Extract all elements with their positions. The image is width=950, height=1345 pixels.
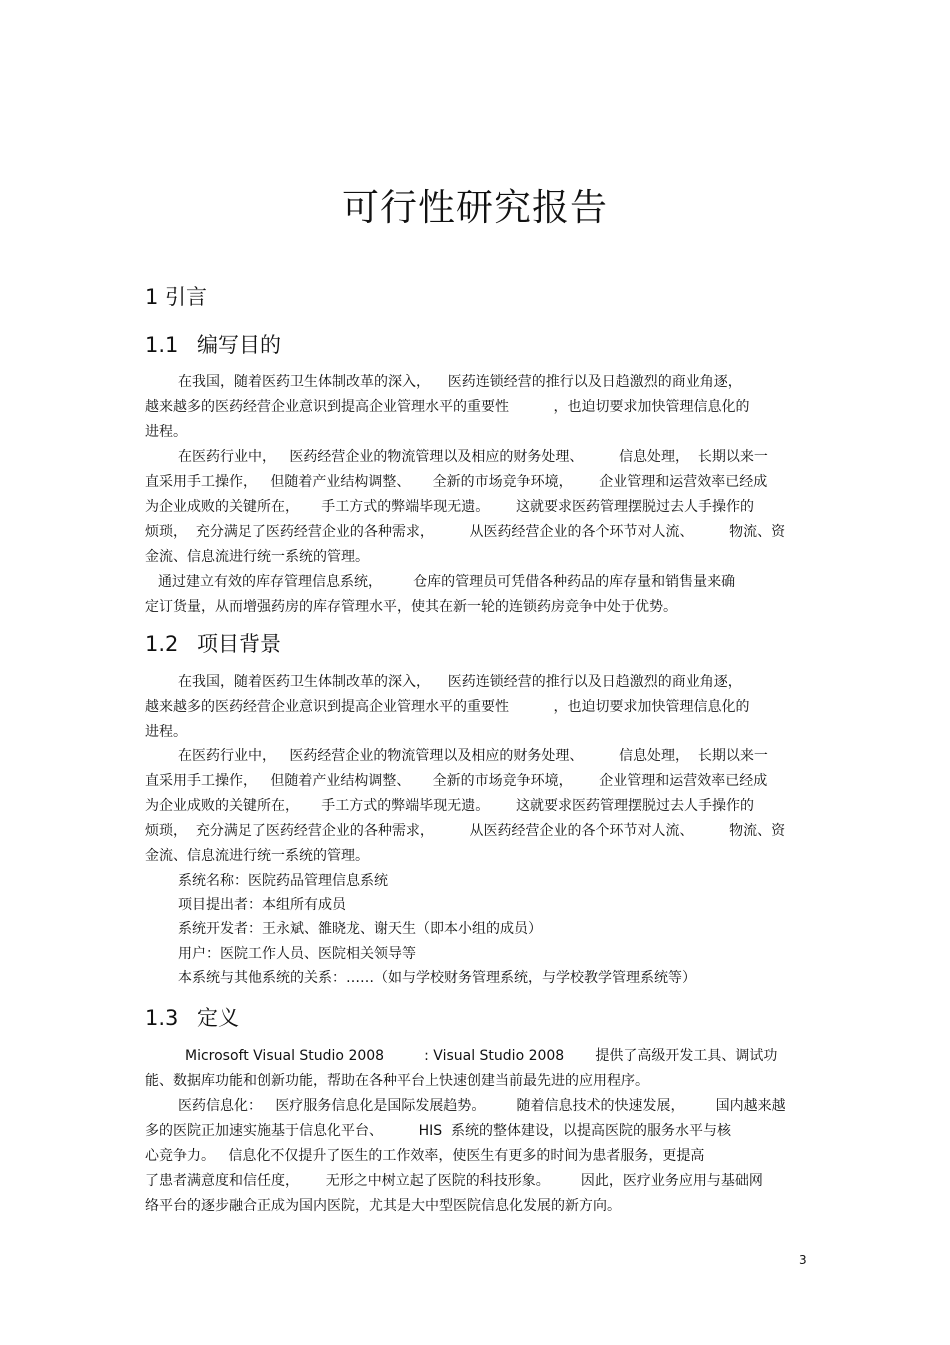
paragraph-line: 通过建立有效的库存管理信息系统， 仓库的管理员可凭借各种药品的库存量和销售量来确 (158, 574, 736, 590)
subsection-heading-definition (145, 1004, 239, 1032)
paragraph-line: 心竞争力。 信息化不仅提升了医生的工作效率，使医生有更多的时间为患者服务，更提高 (145, 1148, 705, 1164)
paragraph-line: 烦琐， 充分满足了医药经营企业的各种需求， 从医药经营企业的各个环节对人流、 物流、资 (145, 823, 786, 839)
subsection-title: 项目背景 (197, 632, 281, 656)
paragraph-line: 能、数据库功能和创新功能，帮助在各种平台上快速创建当前最先进的应用程序。 (145, 1073, 649, 1089)
paragraph-line: 在我国，随着医药卫生体制改革的深入， 医药连锁经营的推行以及日趋激烈的商业角逐， (178, 374, 742, 390)
subsection-title: 编写目的 (197, 333, 281, 357)
document-title: 可行性研究报告 (342, 186, 608, 229)
paragraph-line: 多的医院正加速实施基于信息化平台、 HIS 系统的整体建设，以提高医院的服务水平与核 (145, 1123, 732, 1139)
page-number: 3 (799, 1253, 807, 1267)
subsection-title: 定义 (197, 1006, 239, 1030)
paragraph-line: 定订货量，从而增强药房的库存管理水平，使其在新一轮的连锁药房竞争中处于优势。 (145, 599, 677, 615)
subsection-number: 1.1 (145, 333, 179, 357)
developer-line: 系统开发者：王永斌、雒晓龙、谢天生（即本小组的成员） (178, 921, 542, 937)
paragraph-line: 了患者满意度和信任度， 无形之中树立起了医院的科技形象。 因此，医疗业务应用与基础网 (145, 1173, 763, 1189)
subsection-heading-background (145, 630, 281, 658)
paragraph-line: 为企业成败的关键所在， 手工方式的弊端毕现无遗。 这就要求医药管理摆脱过去人手操作的 (145, 798, 754, 814)
subsection-number: 1.2 (145, 632, 179, 656)
paragraph-line: 为企业成败的关键所在， 手工方式的弊端毕现无遗。 这就要求医药管理摆脱过去人手操作的 (145, 499, 754, 515)
subsection-number: 1.3 (145, 1006, 179, 1030)
system-name-line: 系统名称：医院药品管理信息系统 (178, 873, 388, 889)
paragraph-line: 越来越多的医药经营企业意识到提高企业管理水平的重要性 ，也迫切要求加快管理信息化的 (145, 699, 750, 715)
paragraph-line: 在医药行业中， 医药经营企业的物流管理以及相应的财务处理、 信息处理， 长期以来一 (178, 748, 768, 764)
paragraph-line: 直采用手工操作， 但随着产业结构调整、 全新的市场竞争环境， 企业管理和运营效率已经成 (145, 474, 768, 490)
paragraph-line: 络平台的逐步融合正成为国内医院，尤其是大中型医院信息化发展的新方向。 (145, 1198, 621, 1214)
paragraph-line: Microsoft Visual Studio 2008 : Visual Studio 2008 提供了高级开发工具、调试功 (185, 1048, 778, 1064)
paragraph-line: 直采用手工操作， 但随着产业结构调整、 全新的市场竞争环境， 企业管理和运营效率已经成 (145, 773, 768, 789)
proposer-line: 项目提出者：本组所有成员 (178, 897, 346, 913)
paragraph-line: 进程。 (145, 724, 187, 740)
paragraph-line: 金流、信息流进行统一系统的管理。 (145, 848, 369, 864)
paragraph-line: 在我国，随着医药卫生体制改革的深入， 医药连锁经营的推行以及日趋激烈的商业角逐， (178, 674, 742, 690)
paragraph-line: 医药信息化： 医疗服务信息化是国际发展趋势。 随着信息技术的快速发展， 国内越来越 (178, 1098, 786, 1114)
paragraph-line: 烦琐， 充分满足了医药经营企业的各种需求， 从医药经营企业的各个环节对人流、 物流、资 (145, 524, 786, 540)
paragraph-line: 进程。 (145, 424, 187, 440)
users-line: 用户：医院工作人员、医院相关领导等 (178, 946, 416, 962)
paragraph-line: 金流、信息流进行统一系统的管理。 (145, 549, 369, 565)
paragraph-line: 越来越多的医药经营企业意识到提高企业管理水平的重要性 ，也迫切要求加快管理信息化的 (145, 399, 750, 415)
subsection-heading-purpose (145, 331, 281, 359)
section-heading-introduction: 1 引言 (145, 285, 208, 309)
paragraph-line: 在医药行业中， 医药经营企业的物流管理以及相应的财务处理、 信息处理， 长期以来一 (178, 449, 768, 465)
relation-line: 本系统与其他系统的关系：……（如与学校财务管理系统，与学校教学管理系统等） (178, 970, 696, 986)
